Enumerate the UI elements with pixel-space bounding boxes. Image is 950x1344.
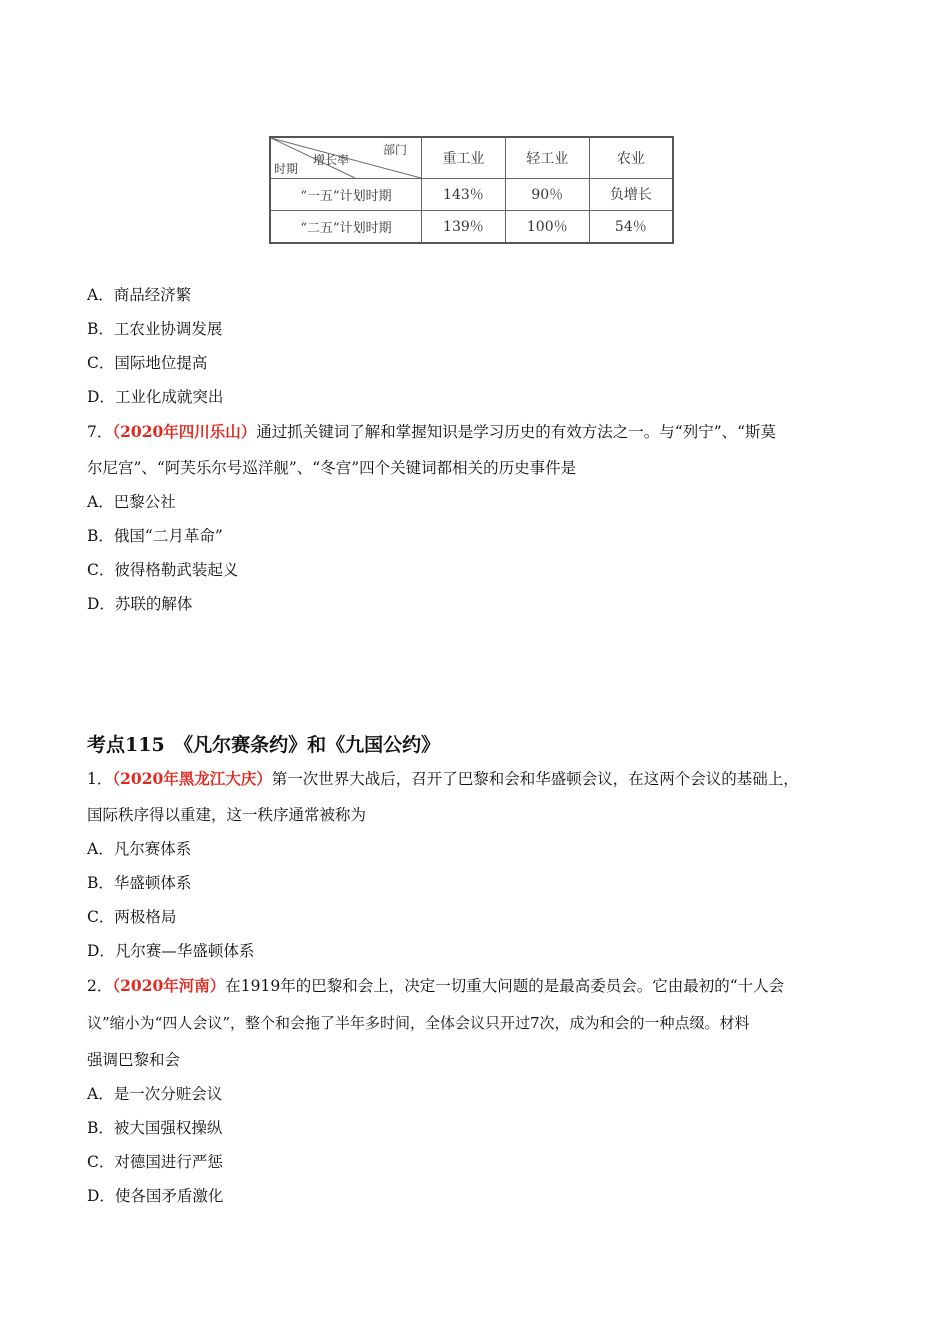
q6-option-d: D．工业化成就突出 — [87, 388, 224, 406]
s1-stem-line1 — [87, 769, 799, 789]
question-source: （2020年河南） — [112, 976, 226, 995]
section-heading: 考点115 《凡尔赛条约》和《九国公约》 — [87, 734, 441, 756]
table-cell: 139％ — [422, 210, 506, 243]
table-row — [270, 210, 673, 243]
table-cell: 143％ — [422, 179, 506, 211]
question-number: 7． — [87, 423, 113, 441]
s2-option-d: D．使各国矛盾激化 — [87, 1187, 224, 1205]
s1-stem-line2: 国际秩序得以重建，这一秩序通常被称为 — [87, 806, 367, 824]
question-number: 2． — [87, 977, 113, 995]
header-period-label: 时期 — [274, 162, 299, 176]
column-header: 重工业 — [422, 137, 506, 179]
question-text: 通过抓关键词了解和掌握知识是学习历史的有效方法之一。与“列宁”、“斯莫 — [256, 423, 777, 441]
s1-option-d: D．凡尔赛—华盛顿体系 — [87, 942, 255, 960]
table-cell: 54％ — [589, 210, 673, 243]
table-cell: 负增长 — [589, 179, 673, 211]
s2-stem-line2: 议”缩小为“四人会议”，整个和会拖了半年多时间，全体会议只开过7次，成为和会的一种点缀。材料 — [87, 1014, 750, 1032]
q7-stem-line1 — [87, 422, 776, 442]
question-text: 在1919年的巴黎和会上，决定一切重大问题的是最高委员会。它由最初的“十人会 — [225, 977, 785, 995]
header-rate-label: 增长率 — [313, 153, 350, 167]
s1-option-b: B．华盛顿体系 — [87, 874, 192, 892]
question-text: 第一次世界大战后，召开了巴黎和会和华盛顿会议，在这两个会议的基础上， — [271, 770, 799, 788]
q7-option-c: C．彼得格勒武装起义 — [87, 561, 239, 579]
q6-option-c: C．国际地位提高 — [87, 354, 208, 372]
question-source: （2020年黑龙江大庆） — [112, 769, 272, 788]
question-number: 1． — [87, 770, 113, 788]
column-header: 农业 — [589, 137, 673, 179]
table-header-row — [270, 137, 673, 179]
row-period: “一五”计划时期 — [270, 179, 422, 211]
q6-option-a: A．商品经济繁 — [87, 286, 192, 304]
q6-option-b: B．工农业协调发展 — [87, 320, 223, 338]
table-cell: 90％ — [505, 179, 589, 211]
header-dept-label: 部门 — [382, 143, 407, 157]
q7-option-b: B．俄国“二月革命” — [87, 527, 223, 545]
row-period: “二五”计划时期 — [270, 210, 422, 243]
s2-stem-line3: 强调巴黎和会 — [87, 1051, 181, 1069]
growth-rate-table-wrap — [269, 136, 674, 244]
growth-rate-table — [269, 136, 674, 244]
q7-stem-line2: 尔尼宫”、“阿芙乐尔号巡洋舰”、“冬宫”四个关键词都相关的历史事件是 — [87, 459, 577, 477]
question-source: （2020年四川乐山） — [112, 422, 257, 441]
s1-option-c: C．两极格局 — [87, 908, 177, 926]
column-header: 轻工业 — [505, 137, 589, 179]
s2-option-c: C．对德国进行严惩 — [87, 1153, 223, 1171]
q7-option-d: D．苏联的解体 — [87, 595, 193, 613]
s2-option-a: A．是一次分赃会议 — [87, 1085, 223, 1103]
s2-stem-line1 — [87, 976, 784, 996]
table-row — [270, 179, 673, 211]
table-cell: 100％ — [505, 210, 589, 243]
table-diagonal-header — [270, 137, 422, 179]
s2-option-b: B．被大国强权操纵 — [87, 1119, 223, 1137]
q7-option-a: A．巴黎公社 — [87, 493, 176, 511]
s1-option-a: A．凡尔赛体系 — [87, 840, 192, 858]
